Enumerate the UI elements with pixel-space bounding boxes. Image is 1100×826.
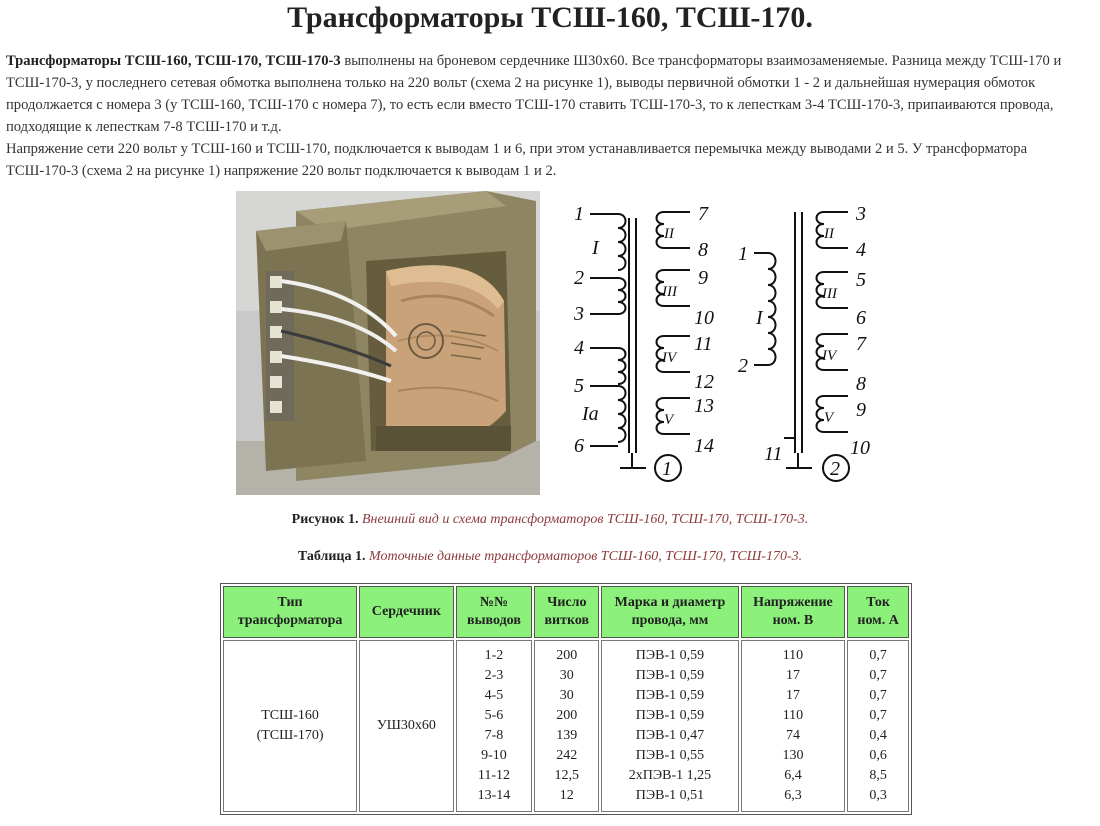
winding-schematics bbox=[560, 198, 870, 496]
header-core: Сердечник bbox=[359, 586, 453, 638]
header-pins: №№ выводов bbox=[456, 586, 533, 638]
s1-pin-1: 1 bbox=[574, 203, 584, 225]
s1-pin-4: 4 bbox=[574, 337, 584, 359]
s2-pin-5: 5 bbox=[856, 269, 866, 291]
intro-text bbox=[6, 50, 1094, 182]
header-wire: Марка и диаметр провода, мм bbox=[601, 586, 738, 638]
cell-voltage: 110 17 17 110 74 130 6,4 6,3 bbox=[741, 640, 846, 812]
s1-primary-label-a: Iа bbox=[582, 403, 599, 425]
intro-lead-rest: выполнены на броневом сердечнике Ш30х60. Все трансформаторы взаимозаменяемые. Разница между ТСШ-170 и ТСШ-170-3, у последнего сетевая обмотка выполнена только на 220 вольт (схема 2 на рисунке 1), выводы первичной обмотки 1 - 2 и дальнейшая нумерация обмоток продолжается с номера 3 (у ТСШ-160, ТСШ-170 с номера 7), то есть если вместо ТСШ-170 ставить ТСШ-170-3, то к лепесткам 3-4 ТСШ-170-3, припаиваются провода, подходящие к лепесткам 7-8 ТСШ-170 и т.д. bbox=[6, 53, 1062, 135]
s2-pin-11: 11 bbox=[764, 443, 783, 465]
s2-pin-8: 8 bbox=[856, 373, 866, 395]
s1-circle-label: 1 bbox=[662, 458, 672, 480]
intro-paragraph-1 bbox=[6, 50, 1094, 138]
table-caption-text: Моточные данные трансформаторов ТСШ-160, ТСШ-170, ТСШ-170-3. bbox=[369, 549, 803, 564]
page-title: Трансформаторы ТСШ-160, ТСШ-170. bbox=[287, 1, 813, 34]
intro-lead-bold: Трансформаторы ТСШ-160, ТСШ-170, ТСШ-170-3 bbox=[6, 53, 341, 69]
figure-caption bbox=[0, 512, 1100, 528]
s2-pin-10: 10 bbox=[850, 437, 870, 459]
table-header-row bbox=[223, 586, 909, 638]
scheme-2 bbox=[754, 212, 849, 481]
scheme-1 bbox=[590, 212, 690, 481]
s1-primary-label: I bbox=[592, 237, 599, 259]
transformer-photo bbox=[236, 191, 540, 495]
winding-data-table bbox=[220, 583, 912, 815]
s1-pin-14: 14 bbox=[694, 435, 714, 457]
s2-winding-2: II bbox=[824, 226, 834, 242]
s1-winding-4: IV bbox=[662, 350, 677, 366]
s1-pin-9: 9 bbox=[698, 267, 708, 289]
header-voltage: Напряжение ном. В bbox=[741, 586, 846, 638]
s2-primary-label: I bbox=[756, 307, 763, 329]
cell-pins: 1-2 2-3 4-5 5-6 7-8 9-10 11-12 13-14 bbox=[456, 640, 533, 812]
s1-pin-5: 5 bbox=[574, 375, 584, 397]
s2-circle-label: 2 bbox=[830, 458, 840, 480]
figure-caption-label: Рисунок 1. bbox=[291, 512, 359, 527]
s2-pin-6: 6 bbox=[856, 307, 866, 329]
header-type: Тип трансформатора bbox=[223, 586, 357, 638]
cell-wire: ПЭВ-1 0,59 ПЭВ-1 0,59 ПЭВ-1 0,59 ПЭВ-1 0,59 ПЭВ-1 0,47 ПЭВ-1 0,55 2хПЭВ-1 1,25 ПЭВ-1 0,51 bbox=[601, 640, 738, 812]
intro-paragraph-2: Напряжение сети 220 вольт у ТСШ-160 и ТСШ-170, подключается к выводам 1 и 6, при этом устанавливается перемычка между выводами 2 и 5. У трансформатора ТСШ-170-3 (схема 2 на рисунке 1) напряжение 220 вольт подключается к выводам 1 и 2. bbox=[6, 141, 1028, 179]
table-row bbox=[223, 640, 909, 812]
s2-winding-3: III bbox=[822, 286, 837, 302]
s2-pin-4: 4 bbox=[856, 239, 866, 261]
s1-pin-7: 7 bbox=[698, 203, 708, 225]
s1-pin-13: 13 bbox=[694, 395, 714, 417]
scheme-1-labels bbox=[573, 203, 714, 480]
s2-winding-4: IV bbox=[822, 348, 837, 364]
s1-winding-2: II bbox=[664, 226, 674, 242]
table-caption-label: Таблица 1. bbox=[297, 549, 366, 564]
cell-core: УШ30х60 bbox=[359, 640, 453, 812]
s1-winding-3: III bbox=[662, 284, 677, 300]
figure-caption-text: Внешний вид и схема трансформаторов ТСШ-160, ТСШ-170, ТСШ-170-3. bbox=[361, 512, 809, 527]
s1-pin-10: 10 bbox=[694, 307, 714, 329]
s2-winding-5: V bbox=[824, 410, 834, 426]
s2-pin-3: 3 bbox=[856, 203, 866, 225]
header-current: Ток ном. А bbox=[847, 586, 909, 638]
s1-pin-6: 6 bbox=[574, 435, 584, 457]
cell-type: ТСШ-160 (ТСШ-170) bbox=[223, 640, 357, 812]
s2-pin-7: 7 bbox=[856, 333, 866, 355]
header-turns: Число витков bbox=[534, 586, 599, 638]
s2-pin-9: 9 bbox=[856, 399, 866, 421]
cell-current: 0,7 0,7 0,7 0,7 0,4 0,6 8,5 0,3 bbox=[847, 640, 909, 812]
s2-pin-1: 1 bbox=[738, 243, 748, 265]
s1-pin-2: 2 bbox=[574, 267, 584, 289]
cell-turns: 200 30 30 200 139 242 12,5 12 bbox=[534, 640, 599, 812]
scheme-2-labels bbox=[738, 203, 870, 480]
s2-pin-2: 2 bbox=[738, 355, 748, 377]
s1-pin-12: 12 bbox=[694, 371, 714, 393]
table-caption bbox=[0, 549, 1100, 565]
s1-pin-3: 3 bbox=[574, 303, 584, 325]
s1-pin-11: 11 bbox=[694, 333, 713, 355]
s1-pin-8: 8 bbox=[698, 239, 708, 261]
s1-winding-5: V bbox=[664, 412, 674, 428]
